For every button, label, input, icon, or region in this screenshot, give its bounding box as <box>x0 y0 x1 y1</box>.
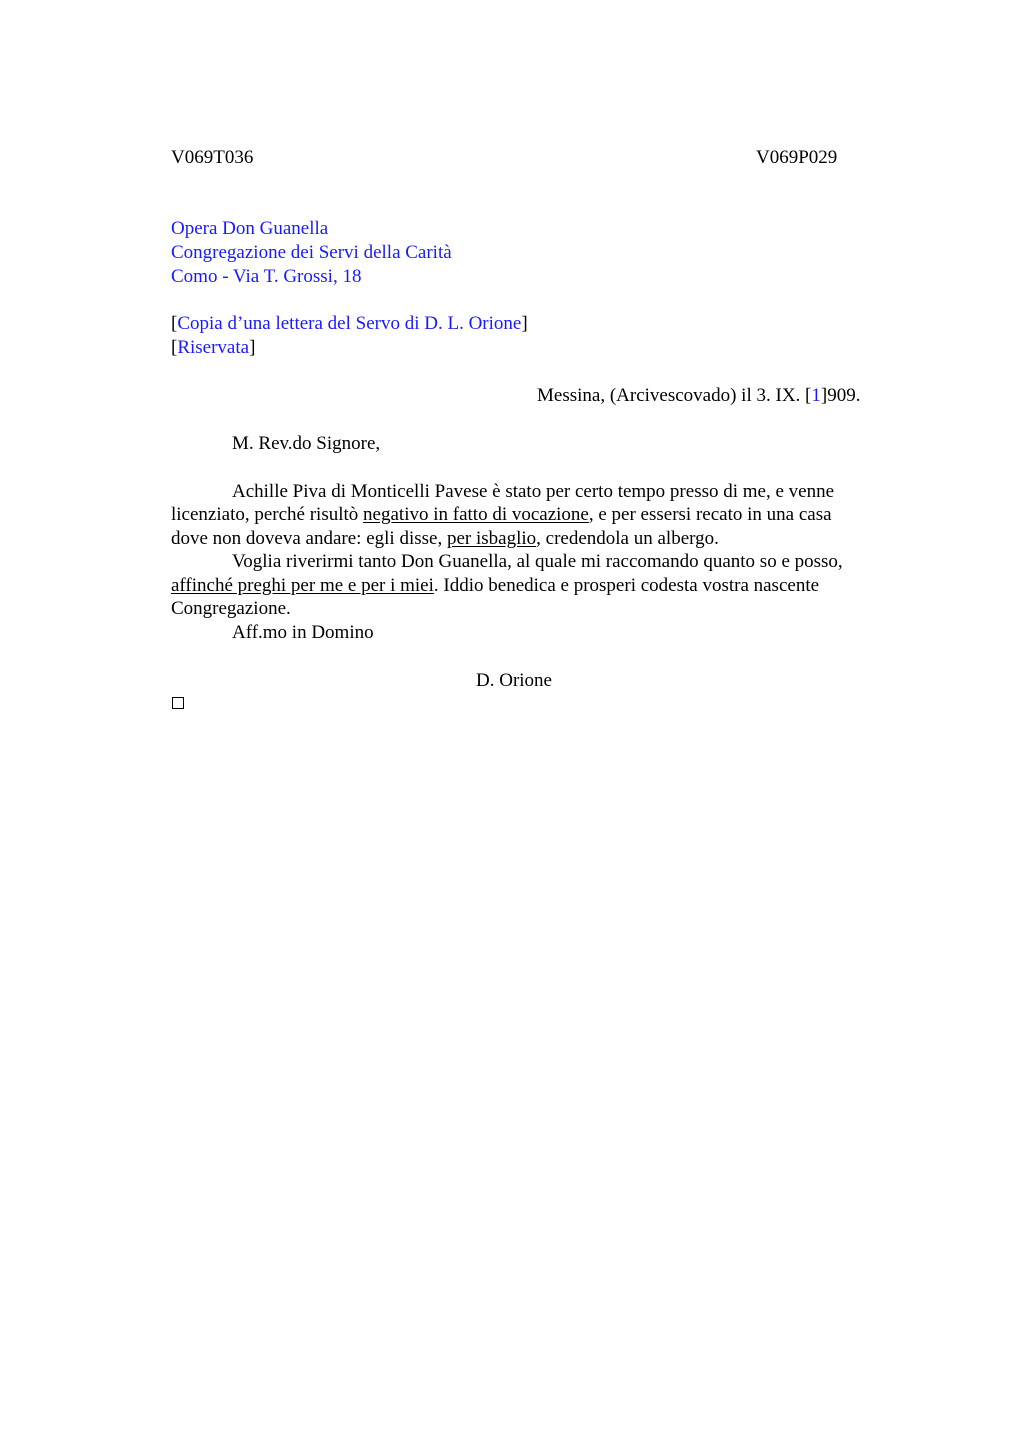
dateline-inserted-digit: 1 <box>811 385 821 406</box>
dateline-prefix: Messina, (Arcivescovado) il 3. IX. [ <box>537 385 812 406</box>
document-code-left: V069T036 <box>171 147 254 168</box>
underlined-phrase: affinché preghi per me e per i miei <box>171 575 434 596</box>
end-mark-box <box>172 697 184 709</box>
letterhead-line-3: Como - Via T. Grossi, 18 <box>171 266 362 287</box>
letterhead-line-1: Opera Don Guanella <box>171 218 329 239</box>
body-line: Achille Piva di Monticelli Pavese è stato per certo tempo presso di me, e venne <box>232 481 835 502</box>
body-line: Congregazione. <box>171 598 291 619</box>
body-line <box>171 574 819 598</box>
reserved-note-text: Riservata <box>177 337 250 358</box>
document-code-right: V069P029 <box>756 147 838 168</box>
body-line <box>171 503 832 527</box>
dateline-suffix: ]909. <box>820 385 861 406</box>
body-text: . Iddio benedica e prosperi codesta vostra nascente <box>433 575 820 596</box>
copy-note: [Copia d’una lettera del Servo di D. L. Orione] <box>171 313 528 334</box>
body-text: , credendola un albergo. <box>536 528 719 549</box>
body-text: licenziato, perché risultò <box>171 504 364 525</box>
letterhead-line-2: Congregazione dei Servi della Carità <box>171 242 452 263</box>
body-text: dove non doveva andare: egli disse, <box>171 528 447 549</box>
closing: Aff.mo in Domino <box>232 622 374 643</box>
underlined-phrase: per isbaglio <box>446 528 537 549</box>
body-line <box>171 527 719 551</box>
dateline <box>537 384 860 408</box>
body-line: Voglia riverirmi tanto Don Guanella, al quale mi raccomando quanto so e posso, <box>232 551 843 572</box>
signature: D. Orione <box>476 670 552 691</box>
copy-note-text: Copia d’una lettera del Servo di D. L. Orione <box>177 313 522 334</box>
body-text: , e per essersi recato in una casa <box>588 504 832 525</box>
reserved-note: [Riservata] <box>171 337 256 358</box>
salutation: M. Rev.do Signore, <box>232 433 381 454</box>
underlined-phrase: negativo in fatto di vocazione <box>363 504 589 525</box>
